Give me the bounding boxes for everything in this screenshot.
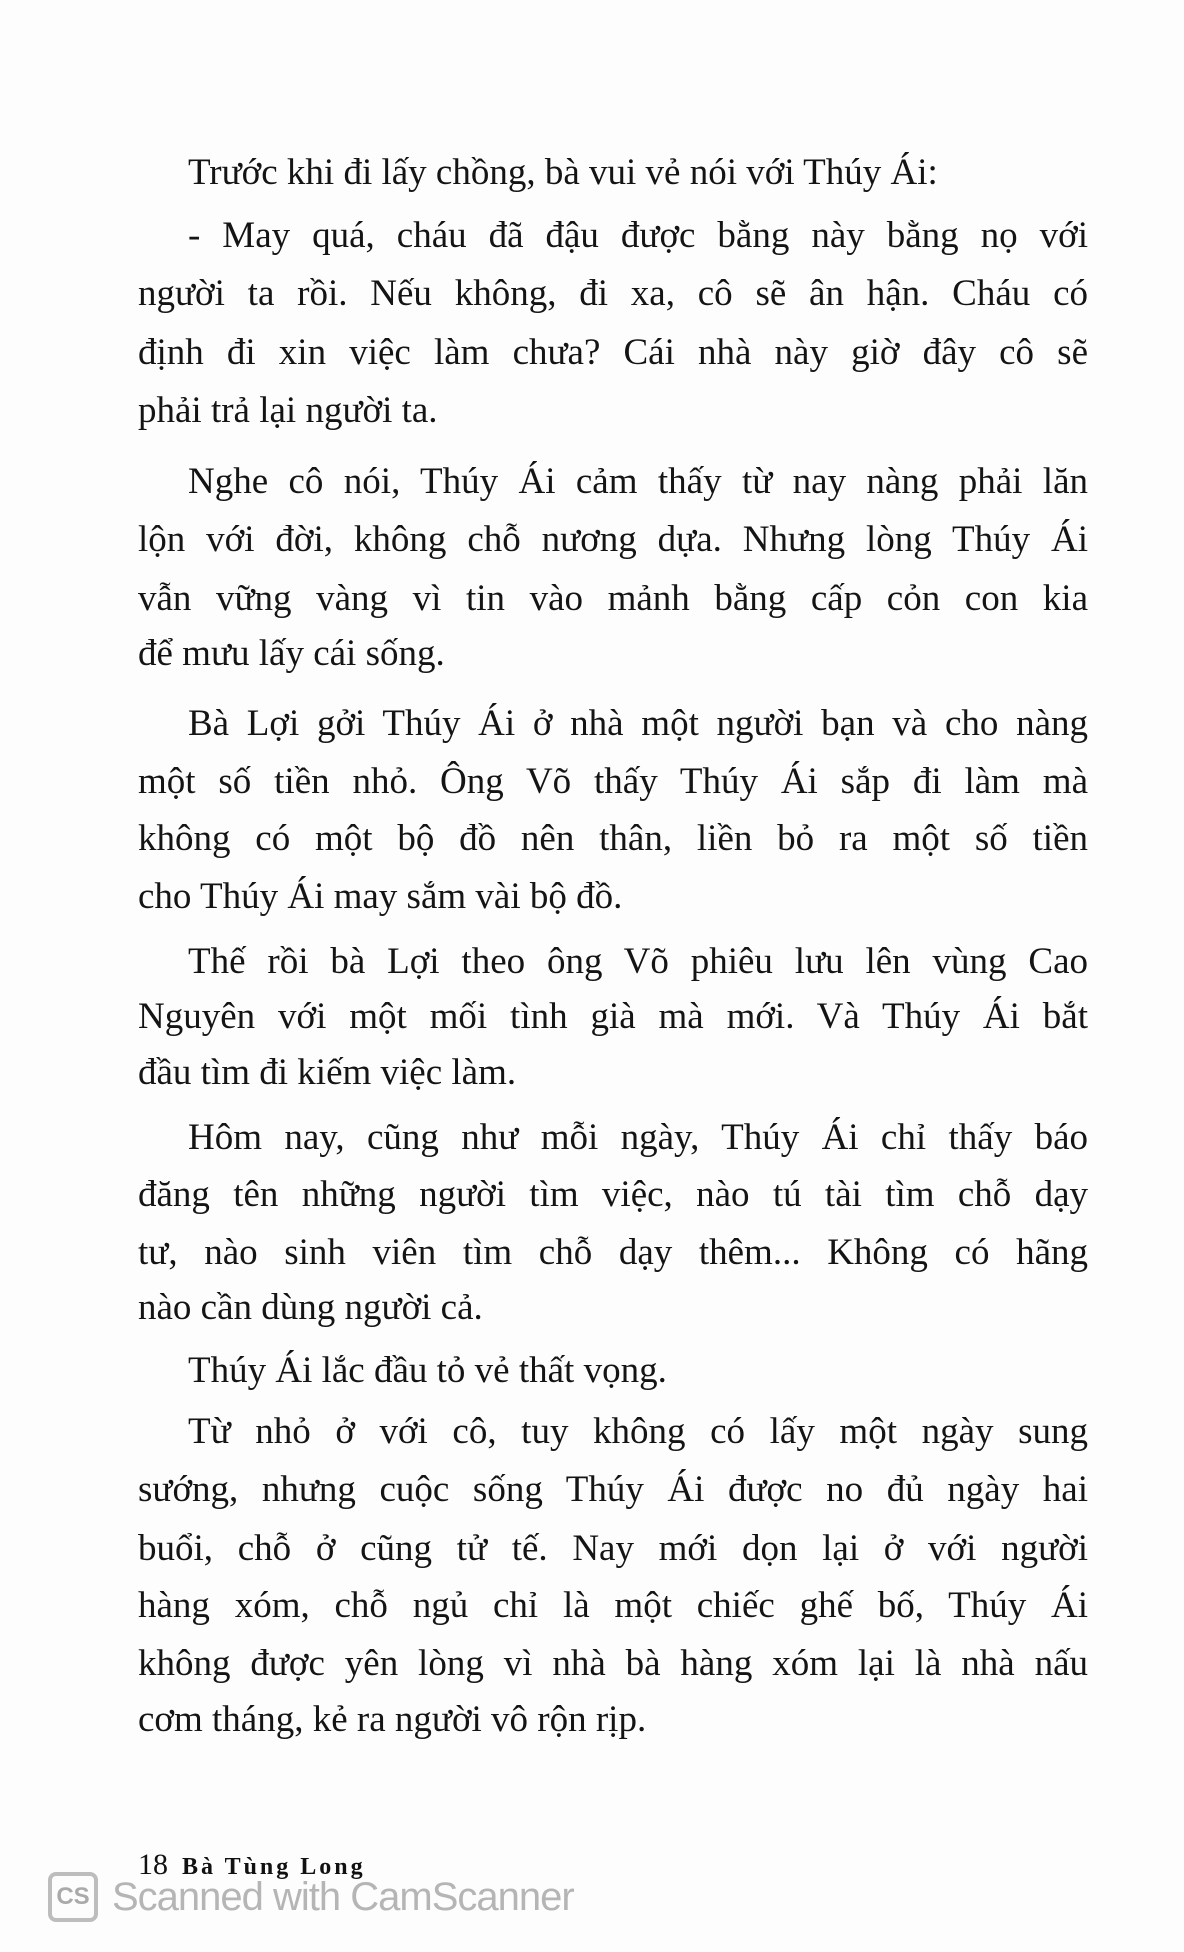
text-line: - May quá, cháu đã đậu được bằng này bằng nọ với [188,215,1088,256]
text-line: lộn với đời, không chỗ nương dựa. Nhưng lòng Thúy Ái [138,519,1088,560]
text-line: vẫn vững vàng vì tin vào mảnh bằng cấp cỏn con kia [138,578,1088,619]
text-line: cho Thúy Ái may sắm vài bộ đồ. [138,876,623,917]
text-line: nào cần dùng người cả. [138,1287,483,1328]
text-line: không được yên lòng vì nhà bà hàng xóm lại là nhà nấu [138,1643,1088,1684]
camscanner-logo-icon: CS [48,1872,98,1922]
text-line: Nguyên với một mối tình già mà mới. Và Thúy Ái bắt [138,996,1088,1037]
text-line: Bà Lợi gởi Thúy Ái ở nhà một người bạn và cho nàng [188,703,1088,744]
page-number: 18 [138,1848,168,1881]
text-line: một số tiền nhỏ. Ông Võ thấy Thúy Ái sắp đi làm mà [138,761,1088,802]
text-line: Từ nhỏ ở với cô, tuy không có lấy một ngày sung [188,1411,1088,1452]
text-line: định đi xin việc làm chưa? Cái nhà này giờ đây cô sẽ [138,332,1088,373]
text-line: cơm tháng, kẻ ra người vô rộn rịp. [138,1699,647,1740]
text-line: đầu tìm đi kiếm việc làm. [138,1052,517,1093]
text-line: Thế rồi bà Lợi theo ông Võ phiêu lưu lên vùng Cao [188,941,1088,982]
text-line: buổi, chỗ ở cũng tử tế. Nay mới dọn lại ở với người [138,1528,1088,1569]
text-line: Trước khi đi lấy chồng, bà vui vẻ nói với Thúy Ái: [188,152,938,193]
author-name: Bà Tùng Long [182,1854,366,1880]
text-line: Thúy Ái lắc đầu tỏ vẻ thất vọng. [188,1350,667,1391]
text-line: hàng xóm, chỗ ngủ chỉ là một chiếc ghế bố, Thúy Ái [138,1585,1088,1626]
text-line: không có một bộ đồ nên thân, liền bỏ ra một số tiền [138,818,1088,859]
camscanner-watermark [48,1872,574,1922]
text-line: người ta rồi. Nếu không, đi xa, cô sẽ ân hận. Cháu có [138,273,1088,314]
text-line: Hôm nay, cũng như mỗi ngày, Thúy Ái chỉ thấy báo [188,1117,1088,1158]
text-line: tư, nào sinh viên tìm chỗ dạy thêm... Không có hãng [138,1232,1088,1273]
watermark-text: Scanned with CamScanner [112,1874,574,1919]
text-line: Nghe cô nói, Thúy Ái cảm thấy từ nay nàng phải lăn [188,461,1088,502]
text-line: để mưu lấy cái sống. [138,633,445,674]
text-line: phải trả lại người ta. [138,390,438,431]
text-line: sướng, nhưng cuộc sống Thúy Ái được no đủ ngày hai [138,1469,1088,1510]
text-line: đăng tên những người tìm việc, nào tú tài tìm chỗ dạy [138,1174,1088,1215]
